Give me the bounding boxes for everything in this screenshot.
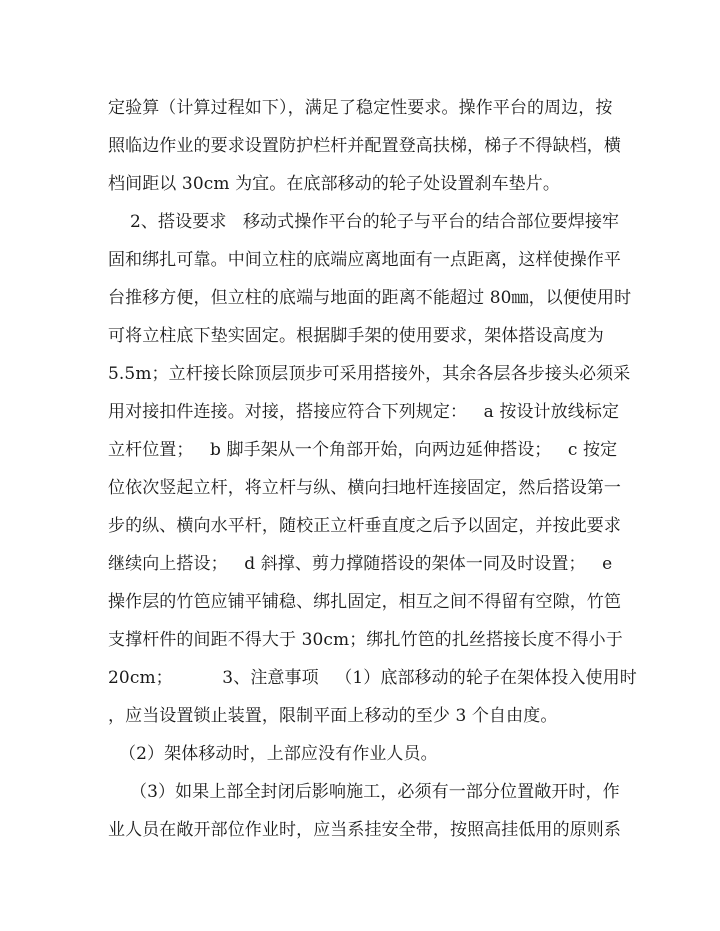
text-line: 步的纵、横向水平杆，随校正立杆垂直度之后予以固定，并按此要求: [108, 516, 621, 536]
text-line: 支撑杆件的间距不得大于 30cm；绑扎竹笆的扎丝搭接长度不得小于: [108, 630, 623, 650]
text-line: （2）架体移动时，上部应没有作业人员。: [108, 744, 438, 764]
text-line: 可将立柱底下垫实固定。根据脚手架的使用要求，架体搭设高度为: [108, 326, 604, 346]
text-line: 立杆位置； b 脚手架从一个角部开始，向两边延伸搭设； c 按定: [108, 440, 618, 460]
text-line: 5.5m；立杆接长除顶层顶步可采用搭接外，其余各层各步接头必须采: [108, 364, 631, 384]
text-line: 用对接扣件连接。对接，搭接应符合下列规定： a 按设计放线标定: [108, 402, 620, 422]
text-line: 2、搭设要求 移动式操作平台的轮子与平台的结合部位要焊接牢: [108, 212, 620, 232]
text-line: 照临边作业的要求设置防护栏杆并配置登高扶梯，梯子不得缺档，横: [108, 136, 621, 156]
text-line: 业人员在敞开部位作业时，应当系挂安全带，按照高挂低用的原则系: [108, 820, 621, 840]
text-line: 20cm； 3、注意事项 （1）底部移动的轮子在架体投入使用时: [108, 668, 637, 688]
text-line: 定验算（计算过程如下），满足了稳定性要求。操作平台的周边，按: [108, 98, 613, 118]
text-line: ，应当设置锁止装置，限制平面上移动的至少 3 个自由度。: [108, 706, 558, 726]
text-line: 操作层的竹笆应铺平铺稳、绑扎固定，相互之间不得留有空隙，竹笆: [108, 592, 621, 612]
text-line: 固和绑扎可靠。中间立柱的底端应离地面有一点距离，这样使操作平: [108, 250, 621, 270]
text-line: 位依次竖起立杆，将立杆与纵、横向扫地杆连接固定，然后搭设第一: [108, 478, 621, 498]
text-line: 继续向上搭设； d 斜撑、剪力撑随搭设的架体一同及时设置； e: [108, 554, 613, 574]
text-line: （3）如果上部全封闭后影响施工，必须有一部分位置敞开时，作: [108, 782, 620, 802]
text-line: 台推移方便，但立柱的底端与地面的距离不能超过 80㎜，以便使用时: [108, 288, 632, 308]
text-line: 档间距以 30cm 为宜。在底部移动的轮子处设置刹车垫片。: [108, 174, 560, 194]
